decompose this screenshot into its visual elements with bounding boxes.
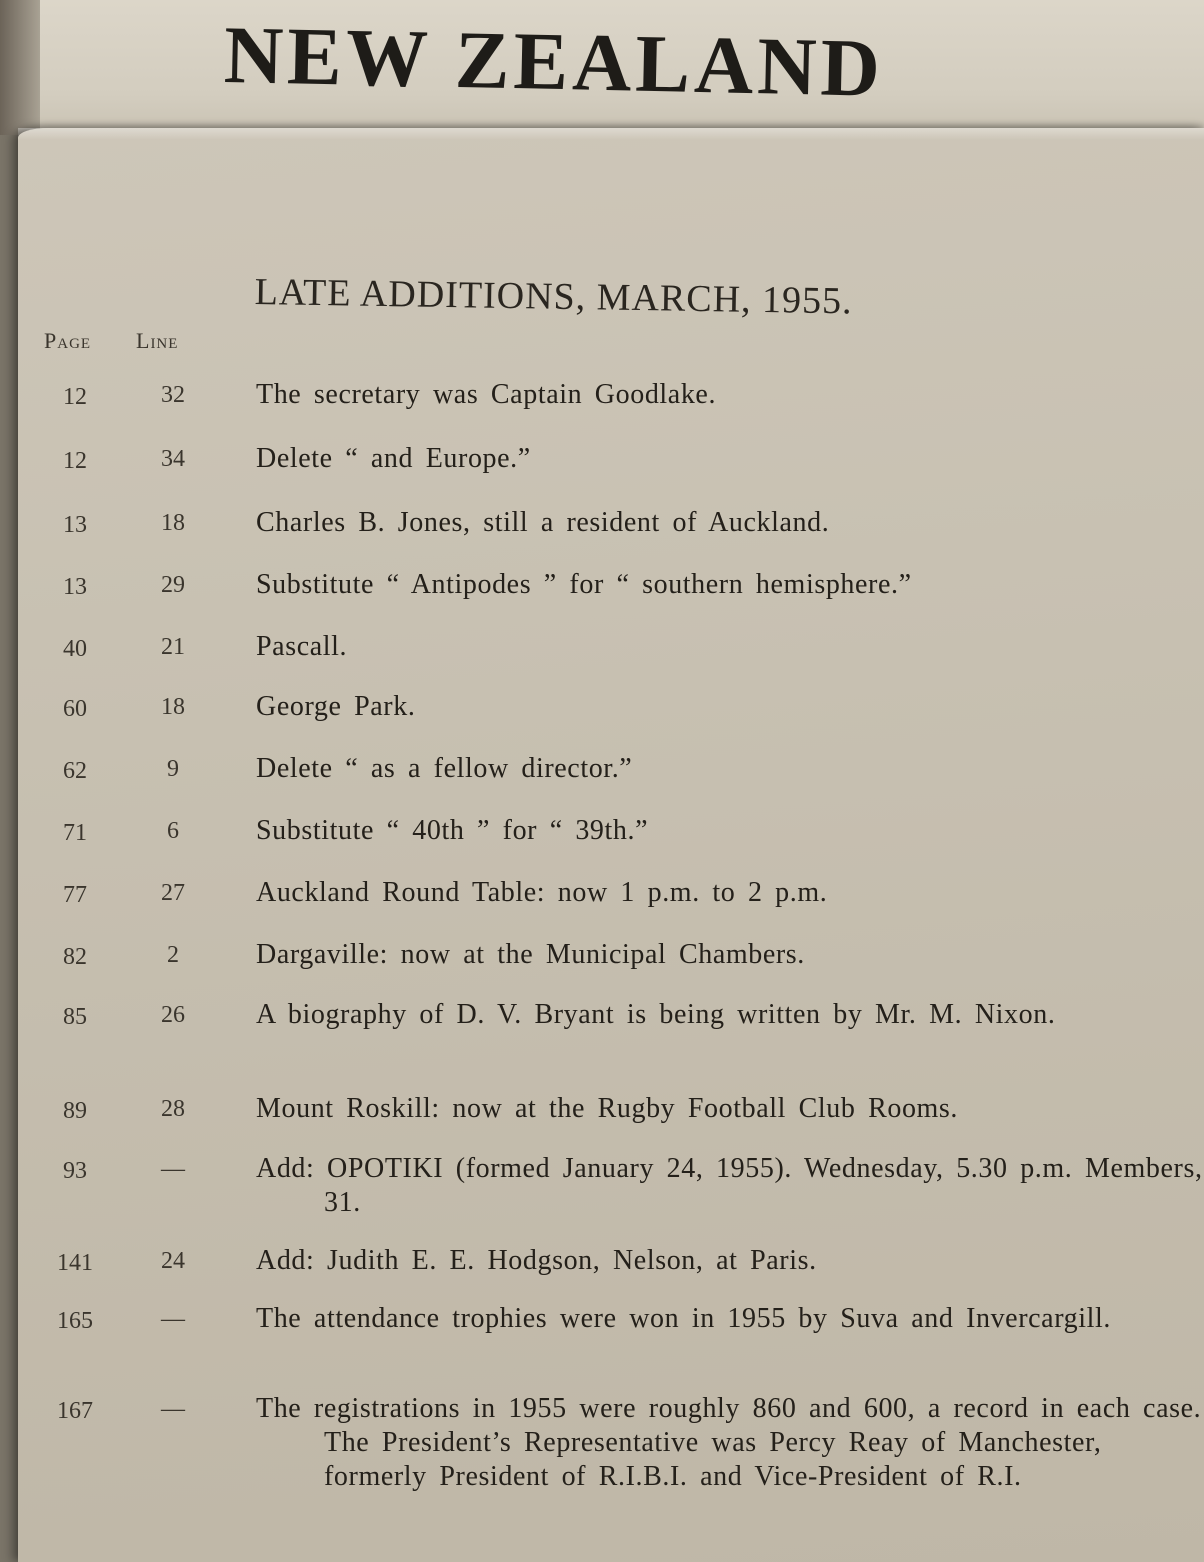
entry-text: Substitute “ Antipodes ” for “ southern hemisphere.” bbox=[256, 569, 912, 600]
masthead-title: NEW ZEALAND bbox=[223, 8, 885, 114]
line-number: 2 bbox=[167, 942, 179, 968]
entry-text: Delete “ as a fellow director.” bbox=[256, 753, 633, 784]
entry-text: Substitute “ 40th ” for “ 39th.” bbox=[256, 815, 649, 846]
page-number: 85 bbox=[63, 1004, 87, 1030]
line-number: 34 bbox=[161, 446, 185, 472]
page-number: 165 bbox=[57, 1308, 93, 1334]
page-number: 141 bbox=[57, 1250, 93, 1276]
page-number: 62 bbox=[63, 758, 87, 784]
line-number: — bbox=[161, 1396, 185, 1422]
line-number: 24 bbox=[161, 1248, 185, 1274]
line-number: 6 bbox=[167, 818, 179, 844]
entry-text: Delete “ and Europe.” bbox=[256, 443, 531, 474]
line-number: — bbox=[161, 1156, 185, 1182]
page-fold bbox=[18, 128, 1204, 140]
line-number: 27 bbox=[161, 880, 185, 906]
entry-text: The attendance trophies were won in 1955 by Suva and Invercargill. bbox=[256, 1303, 1111, 1334]
page-number: 13 bbox=[63, 512, 87, 538]
page-number: 13 bbox=[63, 574, 87, 600]
entry-text: The registrations in 1955 were roughly 860 and 600, a record in each case. The President’s Representative was Percy Reay of Manchester, formerly President of R.I.B.I. and Vice-President of R.I. bbox=[256, 1393, 1202, 1492]
entry-text: Dargaville: now at the Municipal Chambers. bbox=[256, 939, 805, 970]
section-heading: LATE ADDITIONS, MARCH, 1955. bbox=[254, 270, 853, 323]
line-column-header: Line bbox=[136, 328, 179, 353]
line-number: 18 bbox=[161, 510, 185, 536]
page-number: 89 bbox=[63, 1098, 87, 1124]
entry-text: Mount Roskill: now at the Rugby Football Club Rooms. bbox=[256, 1093, 959, 1124]
line-number: 21 bbox=[161, 634, 185, 660]
page-number: 82 bbox=[63, 944, 87, 970]
line-number: 9 bbox=[167, 756, 179, 782]
line-number: 18 bbox=[161, 694, 185, 720]
page-number: 12 bbox=[63, 448, 87, 474]
entry-text: The secretary was Captain Goodlake. bbox=[256, 379, 717, 410]
line-number: — bbox=[161, 1306, 185, 1332]
line-number: 32 bbox=[161, 382, 185, 408]
entry-text: Pascall. bbox=[256, 631, 348, 662]
cover-shadow bbox=[0, 0, 40, 135]
page-number: 93 bbox=[63, 1158, 87, 1184]
page-number: 167 bbox=[57, 1398, 93, 1424]
entry-text: Add: OPOTIKI (formed January 24, 1955). Wednesday, 5.30 p.m. Members, 31. bbox=[256, 1153, 1203, 1218]
line-number: 26 bbox=[161, 1002, 185, 1028]
line-number: 28 bbox=[161, 1096, 185, 1122]
page-number: 60 bbox=[63, 696, 87, 722]
entry-text: Auckland Round Table: now 1 p.m. to 2 p.m. bbox=[256, 877, 828, 908]
page-column-header: Page bbox=[44, 328, 92, 353]
entry-text: Charles B. Jones, still a resident of Auckland. bbox=[256, 507, 830, 538]
entry-text: Add: Judith E. E. Hodgson, Nelson, at Paris. bbox=[256, 1245, 817, 1276]
page-number: 12 bbox=[63, 384, 87, 410]
line-number: 29 bbox=[161, 572, 185, 598]
entry-text: George Park. bbox=[256, 691, 416, 722]
page-number: 71 bbox=[63, 820, 87, 846]
page-number: 77 bbox=[63, 882, 87, 908]
entry-text: A biography of D. V. Bryant is being written by Mr. M. Nixon. bbox=[256, 999, 1056, 1030]
page-number: 40 bbox=[63, 636, 87, 662]
